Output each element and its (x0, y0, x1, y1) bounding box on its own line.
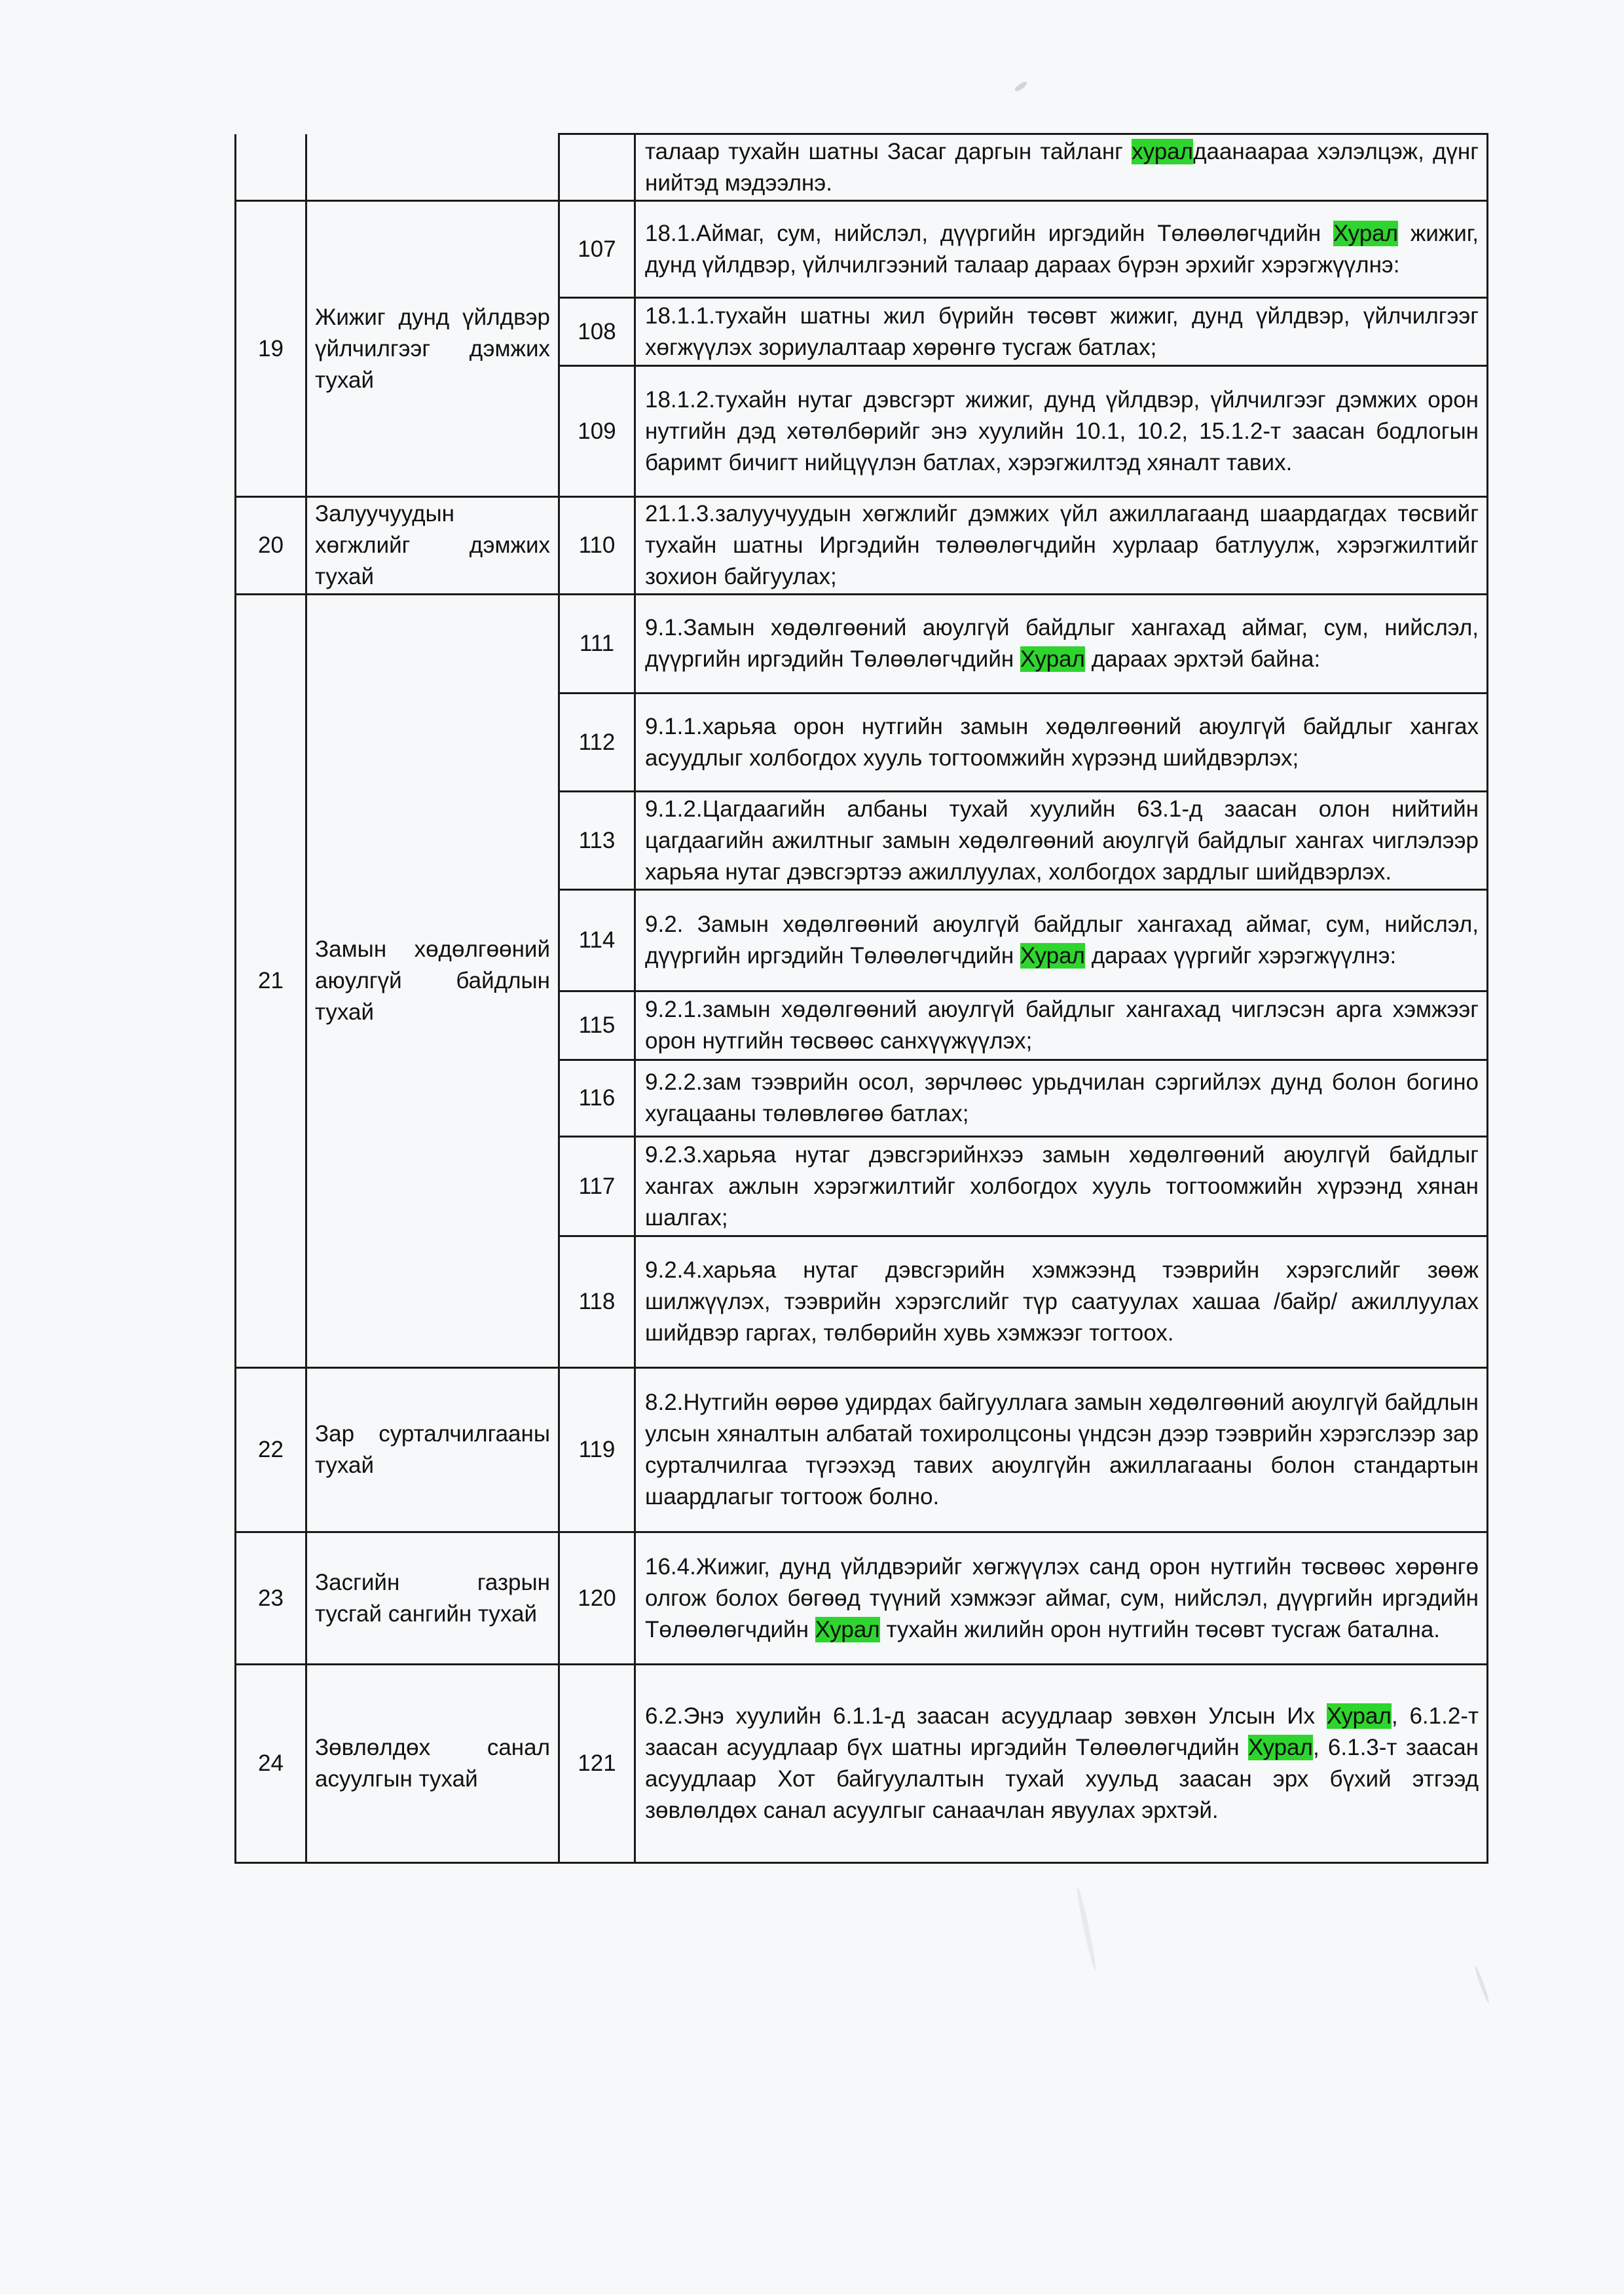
highlighted-term: Хурал (1020, 646, 1085, 672)
provision-text (635, 134, 1488, 201)
article-number: 120 (559, 1532, 635, 1665)
article-number: 114 (559, 890, 635, 991)
text-segment: талаар тухайн шатны Засаг даргын тайланг (645, 138, 1132, 164)
article-number: 116 (559, 1060, 635, 1137)
table-row (236, 1368, 1488, 1532)
provision-text (635, 1236, 1488, 1368)
scan-artifact (1473, 1965, 1490, 2003)
table-row (236, 134, 1488, 201)
text-segment: 18.1.2.тухайн нутаг дэвсгэрт жижиг, дунд үйлдвэр, үйлчилгээг дэмжих орон нутгийн дэд хөтөлбөрийг энэ хуулийн 10.1, 10.2, 15.1.2-т заасан бодлогын баримт бичигт нийцүүлэн батлах, хэрэгжилтэд хяналт тавих. (645, 386, 1479, 475)
provision-text (635, 1665, 1488, 1863)
table-row (236, 1532, 1488, 1665)
text-segment: дараах эрхтэй байна: (1084, 646, 1321, 672)
text-segment: 6.2.Энэ хуулийн 6.1.1-д заасан асуудлаар зөвхөн Улсын Их (645, 1703, 1327, 1729)
table-body (236, 134, 1488, 1863)
law-name (306, 134, 559, 201)
table-row (236, 201, 1488, 298)
text-segment: 8.2.Нутгийн өөрөө удирдах байгууллага замын хөдөлгөөний аюулгүй байдлын улсын хяналтын албатай тохиролцсоны үндсэн дээр тээврийн хэрэгслээр зар сурталчилгаа түгээхэд тавих аюулгүйн ажиллагааны болон стандартын шаардлагыг тогтоож болно. (645, 1390, 1479, 1509)
text-segment: 9.2.3.харьяа нутаг дэвсгэрийнхээ замын хөдөлгөөний аюулгүй байдлыг хангах ажлын хэрэгжилтийг холбогдох хууль тогтоомжийн хүрээнд хянан шалгах; (645, 1141, 1479, 1230)
provision-text (635, 991, 1488, 1060)
text-segment: 9.1.2.Цагдаагийн албаны тухай хуулийн 63.1-д заасан олон нийтийн цагдаагийн ажилтныг замын хөдөлгөөний аюулгүй байдлыг хангах чиглэлээр харьяа нутаг дэвсгэртээ ажиллуулах, холбогдох зардлыг шийдвэрлэх. (645, 796, 1479, 885)
law-name: Жижиг дунд үйлдвэр үйлчилгээг дэмжих тухай (306, 201, 559, 497)
provision-text (635, 201, 1488, 298)
section-number: 22 (236, 1368, 306, 1532)
article-number: 113 (559, 792, 635, 890)
highlighted-term: Хурал (1326, 1703, 1392, 1729)
law-name: Залуучуудын хөгжлийг дэмжих тухай (306, 497, 559, 595)
highlighted-term: Хурал (815, 1616, 880, 1642)
article-number: 112 (559, 694, 635, 792)
table-row (236, 595, 1488, 694)
provision-text (635, 694, 1488, 792)
text-segment: 9.2.1.замын хөдөлгөөний аюулгүй байдлыг хангахад чиглэсэн арга хэмжээг орон нутгийн төсвөөс санхүүжүүлэх; (645, 997, 1479, 1054)
text-segment: 9.1.Замын хөдөлгөөний аюулгүй байдлыг хангахад аймаг, сум, нийслэл, дүүргийн иргэдийн Төлөөлөгчдийн (645, 615, 1479, 672)
article-number: 118 (559, 1236, 635, 1368)
text-segment: , 6.1.3-т заасан асуудлаар Хот байгуулалтын тухай хуульд заасан эрх бүхий этгээд зөвлөлдөх санал асуулгыг санаачлан явуулах эрхтэй. (645, 1735, 1479, 1823)
provision-text (635, 890, 1488, 991)
law-name: Зар сурталчилгааны тухай (306, 1368, 559, 1532)
provision-text (635, 366, 1488, 497)
law-name: Замын хөдөлгөөний аюулгүй байдлын тухай (306, 595, 559, 1368)
provision-text (635, 1137, 1488, 1236)
provision-text (635, 1532, 1488, 1665)
text-segment: 9.2. Замын хөдөлгөөний аюулгүй байдлыг хангахад аймаг, сум, нийслэл, дүүргийн иргэдийн Төлөөлөгчдийн (645, 912, 1479, 969)
text-segment: 9.1.1.харьяа орон нутгийн замын хөдөлгөөний аюулгүй байдлыг хангах асуудлыг холбогдох хууль тогтоомжийн хүрээнд шийдвэрлэх; (645, 713, 1479, 771)
provision-text (635, 1060, 1488, 1137)
section-number: 19 (236, 201, 306, 497)
provision-text (635, 595, 1488, 694)
scan-artifact (1075, 1887, 1098, 1971)
highlighted-term: Хурал (1020, 943, 1085, 969)
article-number: 107 (559, 201, 635, 298)
law-provisions-table (234, 133, 1488, 1864)
text-segment: 9.2.2.зам тээврийн осол, зөрчлөөс урьдчилан сэргийлэх дунд болон богино хугацааны төлөвлөгөө батлах; (645, 1069, 1479, 1126)
highlighted-term: хурал (1132, 138, 1194, 164)
section-number: 24 (236, 1665, 306, 1863)
article-number: 117 (559, 1137, 635, 1236)
text-segment: 16.4.Жижиг, дунд үйлдвэрийг хөгжүүлэх санд орон нутгийн төсвөөс хөрөнгө олгож болох бөгөөд түүний хэмжээг аймаг, сум, нийслэл, дүүргийн иргэдийн Төлөөлөгчдийн (645, 1553, 1479, 1642)
article-number: 121 (559, 1665, 635, 1863)
scan-artifact (1014, 80, 1029, 92)
text-segment: тухайн жилийн орон нутгийн төсөвт тусгаж батална. (879, 1616, 1440, 1642)
article-number: 109 (559, 366, 635, 497)
text-segment: , 6.1.2-т заасан асуудлаар бүх шатны иргэдийн Төлөөлөгчдийн (645, 1703, 1479, 1760)
article-number: 115 (559, 991, 635, 1060)
section-number (236, 134, 306, 201)
article-number: 108 (559, 298, 635, 366)
article-number: 111 (559, 595, 635, 694)
article-number: 110 (559, 497, 635, 595)
provision-text (635, 298, 1488, 366)
provision-text (635, 497, 1488, 595)
text-segment: 21.1.3.залуучуудын хөгжлийг дэмжих үйл ажиллагаанд шаардагдах төсвийг тухайн шатны Иргэдийн төлөөлөгчдийн хурлаар батлуулж, хэрэгжилтийг зохион байгуулах; (645, 501, 1479, 589)
text-segment: 18.1.Аймаг, сум, нийслэл, дүүргийн иргэдийн Төлөөлөгчдийн (645, 220, 1334, 246)
article-number: 119 (559, 1368, 635, 1532)
text-segment: 18.1.1.тухайн шатны жил бүрийн төсөвт жижиг, дунд үйлдвэр, үйлчилгээг хөгжүүлэх зориулалтаар хөрөнгө тусгаж батлах; (645, 303, 1479, 360)
highlighted-term: Хурал (1247, 1735, 1313, 1760)
text-segment: дараах үүргийг хэрэгжүүлнэ: (1084, 943, 1397, 969)
table-row (236, 1665, 1488, 1863)
table-row (236, 497, 1488, 595)
highlighted-term: Хурал (1333, 220, 1399, 246)
provision-text (635, 792, 1488, 890)
law-name: Зөвлөлдөх санал асуулгын тухай (306, 1665, 559, 1863)
provision-text (635, 1368, 1488, 1532)
section-number: 23 (236, 1532, 306, 1665)
section-number: 21 (236, 595, 306, 1368)
text-segment: жижиг, дунд үйлдвэр, үйлчилгээний талаар дараах бүрэн эрхийг хэрэгжүүлнэ: (645, 220, 1479, 278)
text-segment: даанаараа хэлэлцэж, дүнг нийтэд мэдээлнэ. (645, 138, 1479, 196)
article-number (559, 134, 635, 201)
law-name: Засгийн газрын тусгай сангийн тухай (306, 1532, 559, 1665)
text-segment: 9.2.4.харьяа нутаг дэвсгэрийн хэмжээнд тээврийн хэрэгслийг зөөж шилжүүлэх, тээврийн хэрэгслийг түр саатуулах хашаа /байр/ ажиллуулах шийдвэр гаргах, төлбөрийн хувь хэмжээг тогтоох. (645, 1257, 1479, 1346)
section-number: 20 (236, 497, 306, 595)
